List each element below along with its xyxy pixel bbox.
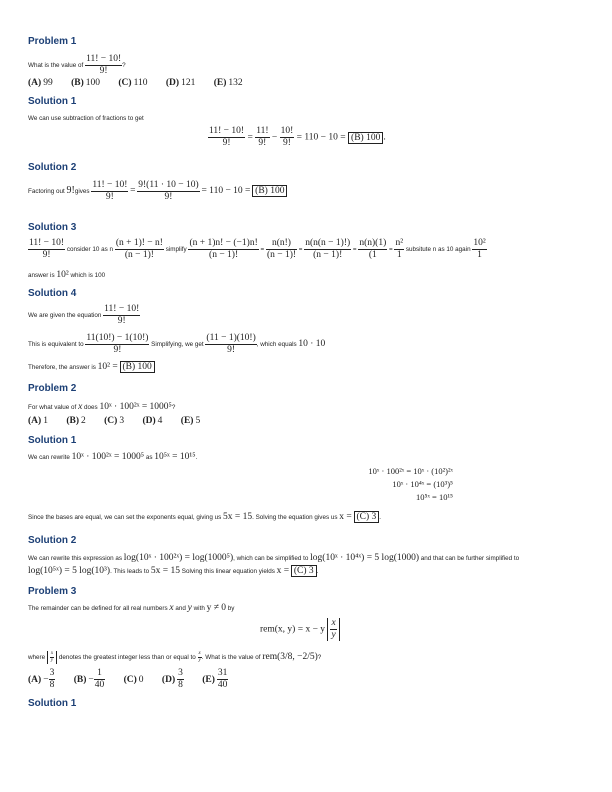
- choice-c: (C) 110: [118, 78, 148, 88]
- solution-text: $\frac{11! - 10!}{9!}$ consider 10 as n $\frac{(n + 1)! - n!}{(n - 1)!}$ simplify $\frac{(n + 1)n! - (-1)n!}{(n - 1)!}$ = $\frac{n(n!)}{(n - 1)!}$ = $\frac{n(n(n - 1)!)}{(n - 1)!}$ = $\frac{n(n)(1)}{(1}$ = $\frac{\text{n²}}{1}$ subsitute n as 10 again $\frac{\text{10²}}{1}$: [29, 238, 486, 260]
- solution-heading: Solution 2: [28, 162, 77, 173]
- solution-heading: Solution 1: [28, 698, 77, 709]
- fraction: $\frac{(11 - 1)(10!)}{9!}$: [206, 333, 256, 355]
- solution-text: Therefore, the answer is 10² = (B) 100: [28, 362, 155, 372]
- problem-3-question: The remainder can be defined for all real numbers x and y with y ≠ 0 by: [28, 603, 235, 613]
- fraction: $\frac{\text{n²}}{1}$: [395, 238, 404, 260]
- problem-3-heading: Problem 3: [28, 586, 77, 597]
- solution-heading: Solution 4: [28, 288, 77, 299]
- problem-1-choices: [28, 78, 259, 88]
- choice-b: (B) 100: [71, 78, 100, 88]
- fraction: $\frac{n(n(n - 1)!)}{(n - 1)!}$: [305, 238, 351, 260]
- answer-box: (B) 100: [120, 361, 155, 373]
- problem-3-text: where $\frac{x}{y}$ denotes the greatest integer less than or equal to $\frac{x}{y}$ . What is the value of rem(3/8, −2/5)?: [28, 651, 322, 663]
- fraction: $\frac{11!}{9!}$: [256, 126, 269, 148]
- fraction: $\frac{11! - 10!}{9!}$: [86, 54, 122, 76]
- solution-text: Since the bases are equal, we can set the exponents equal, giving us 5x = 15. Solving the equation gives us x = (C) 3 .: [28, 512, 382, 522]
- solution-heading: Solution 1: [28, 96, 77, 107]
- answer-box: (B) 100: [348, 132, 383, 144]
- fraction: $\frac{n(n!)}{(n - 1)!}$: [266, 238, 297, 260]
- fraction: $\frac{11! - 10!}{9!}$: [92, 180, 128, 202]
- fraction: $\frac{31}{40}$: [217, 668, 228, 690]
- choice-d: (D) 4: [142, 416, 163, 426]
- choice-b: (B) − $\frac{1}{40}$: [73, 668, 105, 690]
- fraction: $\frac{\text{10²}}{1}$: [473, 238, 486, 260]
- display-equation: rem(x, y) = x − y $\frac{x}{y}$: [260, 618, 340, 641]
- display-equations: 10ˣ · 100²ˣ = 10ˣ · (10²)²ˣ 10ˣ · 10⁴ˣ = (10³)⁵ 10⁵ˣ = 10¹⁵: [368, 466, 453, 502]
- solution-heading: Solution 1: [28, 435, 77, 446]
- solution-text: Factoring out 9!gives $\frac{11! - 10!}{9!}$ = $\frac{9!(11 \cdot 10 - 10)}{9!}$ = 110 − 10 = (B) 100: [28, 180, 287, 203]
- choice-d: (D) 121: [165, 78, 196, 88]
- solution-text: This is equivalent to $\frac{11(10!) - 1(10!)}{9!}$ Simplifying, we get $\frac{(11 - 1)(10!)}{9!}$ , which equals 10 · 10: [28, 333, 326, 355]
- solution-text: answer is 10² which is 100: [28, 270, 106, 280]
- choice-a: (A) − $\frac{3}{8}$: [28, 668, 55, 690]
- fraction: $\frac{11! - 10!}{9!}$: [104, 304, 140, 326]
- fraction: $\frac{(n + 1)n! - (-1)n!}{(n - 1)!}$: [189, 238, 258, 260]
- choice-e: (E) $\frac{31}{40}$: [202, 668, 228, 690]
- fraction: $\frac{10!}{9!}$: [280, 126, 294, 148]
- problem-2-choices: [28, 416, 216, 426]
- fraction: $\frac{1}{40}$: [94, 668, 105, 690]
- solution-heading: Solution 2: [28, 535, 77, 546]
- choice-c: (C) 3: [104, 416, 125, 426]
- solution-heading: Solution 3: [28, 222, 77, 233]
- problem-3-choices: [28, 668, 244, 691]
- problem-2-question: For what value of x does 10ˣ · 100²ˣ = 1000⁵?: [28, 402, 176, 412]
- display-equation: $\frac{11! - 10!}{9!}$ = $\frac{11!}{9!}$ − $\frac{10!}{9!}$ = 110 − 10 = (B) 100 .: [209, 126, 386, 148]
- problem-1-heading: Problem 1: [28, 36, 77, 47]
- fraction: $\frac{x}{y}$: [198, 651, 201, 663]
- solution-text: We can use subtraction of fractions to get: [28, 115, 144, 122]
- choice-a: (A) 99: [28, 78, 53, 88]
- choice-e: (E) 132: [213, 78, 243, 88]
- choice-b: (B) 2: [66, 416, 86, 426]
- choice-a: (A) 1: [28, 416, 48, 426]
- fraction: $\frac{11(10!) - 1(10!)}{9!}$: [86, 333, 149, 355]
- choice-c: (C) 0: [123, 674, 144, 685]
- fraction: $\frac{11! - 10!}{9!}$: [209, 126, 245, 148]
- fraction: $\frac{3}{8}$: [178, 668, 183, 690]
- floor-bracket: [47, 651, 57, 664]
- solution-text: We can rewrite this expression as log(10ˣ · 100²ˣ) = log(1000⁵), which can be simplified to log(10ˣ · 10⁴ˣ) = 5 log(1000) and that can be further simplified to log(10⁵ˣ) = 5 log(10³). This leads to 5x = 15 Solving this linear equation yields x = (C) 3 .: [28, 553, 520, 576]
- problem-1-question: What is the value of $\frac{11! - 10!}{9!}$ ?: [28, 54, 126, 76]
- choice-e: (E) 5: [180, 416, 201, 426]
- choice-d: (D) $\frac{3}{8}$: [161, 668, 183, 690]
- solution-text: We are given the equation $\frac{11! - 10!}{9!}$: [28, 304, 140, 326]
- fraction: $\frac{n(n)(1)}{(1}$: [359, 238, 387, 260]
- floor-bracket: [327, 618, 339, 641]
- problem-2-heading: Problem 2: [28, 383, 77, 394]
- answer-box: (C) 3: [354, 511, 380, 523]
- solution-text: We can rewrite 10ˣ · 100²ˣ = 1000⁵ as 10⁵ˣ = 10¹⁵.: [28, 452, 198, 462]
- answer-box: (C) 3: [291, 565, 317, 577]
- fraction: $\frac{9!(11 \cdot 10 - 10)}{9!}$: [138, 180, 199, 202]
- fraction: $\frac{x}{y}$: [331, 618, 336, 640]
- answer-box: (B) 100: [252, 185, 287, 197]
- fraction: $\frac{x}{y}$: [50, 651, 54, 663]
- fraction: $\frac{(n + 1)! - n!}{(n - 1)!}$: [115, 238, 163, 260]
- fraction: $\frac{11! - 10!}{9!}$: [29, 238, 65, 260]
- fraction: $\frac{3}{8}$: [49, 668, 55, 690]
